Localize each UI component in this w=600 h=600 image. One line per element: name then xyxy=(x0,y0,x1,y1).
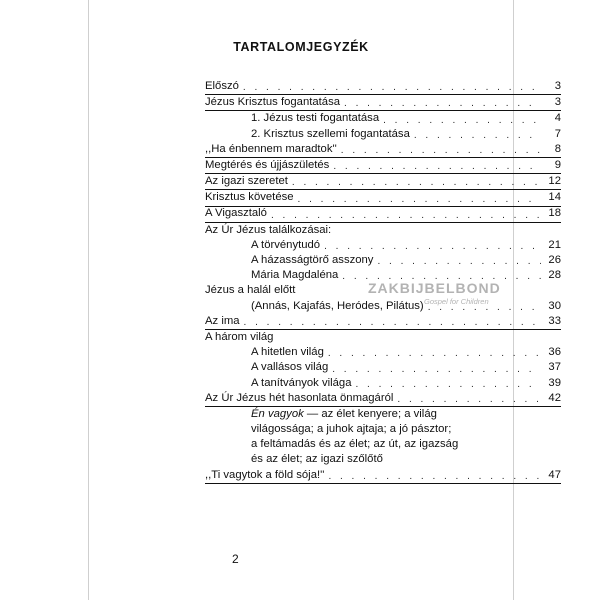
toc-page-number: 42 xyxy=(548,391,561,404)
toc-page-number: 47 xyxy=(548,468,561,481)
watermark-logo: ZAKBIJBELBOND xyxy=(368,280,501,296)
toc-entry-last: ,,Ti vagytok a föld sója!'' . . . 47 xyxy=(205,468,561,484)
toc-entry xyxy=(205,111,561,126)
toc-entry xyxy=(205,360,561,375)
toc-page-number: 14 xyxy=(548,191,561,204)
toc-page-number: 36 xyxy=(548,346,561,359)
toc-page-number: 21 xyxy=(548,238,561,251)
leader-dots xyxy=(341,145,541,157)
toc-entry-label: Mária Magdaléna xyxy=(251,269,339,282)
watermark-subtitle: Gospel for Children xyxy=(424,297,489,306)
toc-entry xyxy=(205,174,561,190)
leader-dots xyxy=(355,379,541,391)
toc-entry xyxy=(205,223,561,238)
en-vagyok-italic: Én vagyok xyxy=(251,407,304,420)
toc-entry-label: A vallásos világ xyxy=(251,361,329,374)
toc-entry xyxy=(205,299,561,314)
leader-dots xyxy=(344,98,541,110)
toc-entry-label: 1. Jézus testi fogantatása xyxy=(251,112,380,125)
leader-dots xyxy=(292,177,541,189)
toc-entry-label: Az igazi szeretet xyxy=(205,175,288,188)
toc-entry-label: A törvénytudó xyxy=(251,238,321,251)
toc-entry xyxy=(205,345,561,360)
toc-entry xyxy=(205,79,561,95)
toc-entry-label: A tanítványok világa xyxy=(251,376,352,389)
toc-entry-label: A három világ xyxy=(205,330,274,343)
toc-entry-label: Krisztus követése xyxy=(205,191,294,204)
toc-page-number: 26 xyxy=(548,254,561,267)
toc-entry-en-vagyok-line1 xyxy=(205,407,561,422)
toc-entry-label: Az ima xyxy=(205,314,240,327)
toc-entry-en-vagyok-line4: és az élet; az igazi szőlőtő xyxy=(251,453,383,466)
toc-page-number: 12 xyxy=(548,175,561,188)
toc-entry xyxy=(205,376,561,391)
leader-dots xyxy=(271,210,541,222)
toc-entry xyxy=(205,190,561,206)
toc-entry-label: ,,Ha énbennem maradtok'' xyxy=(205,142,337,155)
toc-entry-en-vagyok-line2: világossága; a juhok ajtaja; a jó pásztor; xyxy=(251,423,452,436)
toc-entry xyxy=(205,127,561,142)
toc-entry-label: A Vigasztaló xyxy=(205,207,267,220)
leader-dots xyxy=(383,115,541,127)
toc-entry-label: Az Úr Jézus hét hasonlata önmagáról xyxy=(205,391,394,404)
leader-dots xyxy=(332,364,541,376)
en-vagyok-line1-text: — az élet kenyere; a világ xyxy=(303,407,437,420)
toc-page-number: 39 xyxy=(548,376,561,389)
toc-entry xyxy=(205,142,561,158)
toc-title: TARTALOMJEGYZÉK xyxy=(233,40,369,54)
toc-page-number: 18 xyxy=(548,207,561,220)
leader-dots xyxy=(397,394,541,406)
toc-page-number: 30 xyxy=(548,299,561,312)
toc-entry-label: A hitetlen világ xyxy=(251,346,324,359)
toc-entry-label: (Annás, Kajafás, Heródes, Pilátus) xyxy=(251,299,424,312)
toc-entry xyxy=(205,330,561,345)
toc-entry-label: Megtérés és újjászületés xyxy=(205,158,330,171)
toc-page-number: 37 xyxy=(548,361,561,374)
leader-dots xyxy=(377,256,541,268)
toc-entry-label: Az Úr Jézus találkozásai: xyxy=(205,223,332,236)
toc-entry-label: Előszó xyxy=(205,79,239,92)
leader-dots xyxy=(298,194,541,206)
leader-dots xyxy=(414,130,541,142)
toc-page-number: 7 xyxy=(554,127,561,140)
leader-dots xyxy=(243,82,541,94)
leader-dots xyxy=(328,348,541,360)
toc-page-number: 3 xyxy=(554,79,561,92)
toc-entry-label: Jézus a halál előtt xyxy=(205,284,296,297)
toc-entry xyxy=(205,314,561,330)
toc-entry xyxy=(205,391,561,407)
toc-page-number: 8 xyxy=(554,142,561,155)
toc-entry xyxy=(205,238,561,253)
page-number: 2 xyxy=(232,552,239,566)
toc-entry xyxy=(205,253,561,268)
toc-page-number: 4 xyxy=(554,112,561,125)
toc-entry-en-vagyok-line3: a feltámadás és az élet; az út, az igazság xyxy=(251,438,459,451)
leader-dots xyxy=(244,317,541,329)
toc-entry xyxy=(205,95,561,111)
toc-page-number: 9 xyxy=(554,158,561,171)
toc-entry xyxy=(205,158,561,174)
toc-page-number: 33 xyxy=(548,314,561,327)
leader-dots xyxy=(328,471,541,483)
toc-page-number: 3 xyxy=(554,96,561,109)
toc-entry-label: 2. Krisztus szellemi fogantatása xyxy=(251,127,410,140)
leader-dots xyxy=(333,161,541,173)
toc-entry-label: Jézus Krisztus fogantatása xyxy=(205,96,341,109)
toc-entry-label: A házasságtörő asszony xyxy=(251,254,374,267)
toc-page-number: 28 xyxy=(548,269,561,282)
toc-entry xyxy=(205,207,561,223)
leader-dots xyxy=(324,241,541,253)
